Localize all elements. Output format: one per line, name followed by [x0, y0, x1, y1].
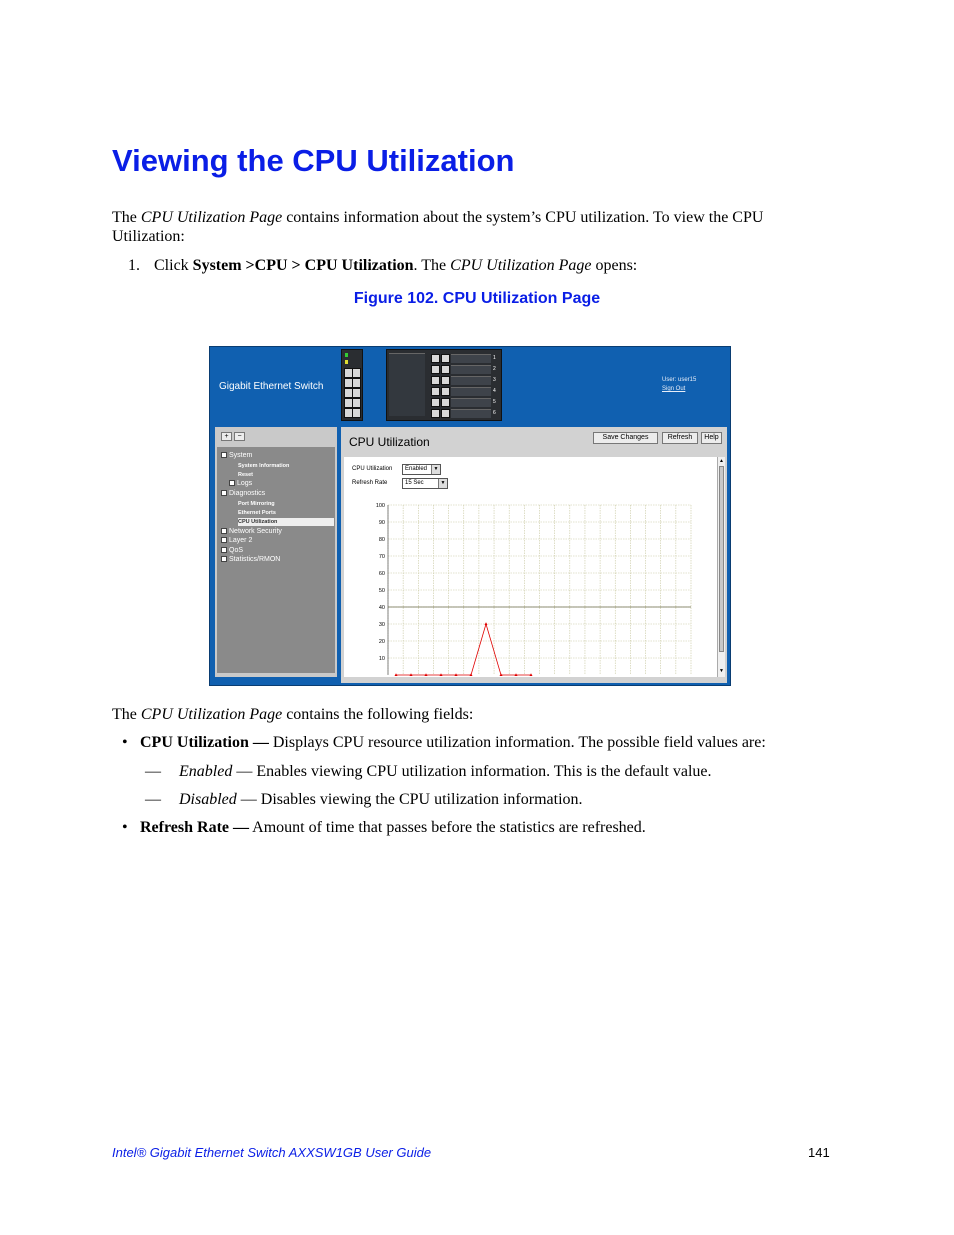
chevron-down-icon: ▼	[438, 479, 447, 488]
nav-item-ethernet-ports[interactable]: Ethernet Ports	[238, 510, 276, 516]
page-number: 141	[808, 1145, 830, 1160]
plus-box-icon	[221, 537, 227, 543]
bullet-refresh-rate: • Refresh Rate — Amount of time that passes before the statistics are refreshed.	[122, 819, 646, 836]
nav-item-port-mirroring[interactable]: Port Mirroring	[238, 501, 275, 507]
sub-bullet-enabled: — Enabled — Enables viewing CPU utilization information. This is the default value.	[145, 763, 712, 780]
data-point	[500, 673, 503, 676]
scroll-down-icon[interactable]: ▼	[719, 668, 724, 674]
help-button[interactable]: Help	[701, 432, 722, 444]
nav-item-statistics-rmon[interactable]: Statistics/RMON	[221, 556, 280, 564]
bullet-icon: •	[122, 734, 128, 751]
slot-numbers: 1 2 3 4 5 6	[493, 355, 496, 416]
step-1: 1. Click System >CPU > CPU Utilization. The CPU Utilization Page opens:	[128, 257, 638, 274]
user-info	[662, 376, 696, 394]
plus-box-icon	[221, 556, 227, 562]
data-point	[470, 673, 473, 676]
cpu-utilization-select[interactable]: Enabled ▼	[402, 464, 441, 475]
data-point	[410, 673, 413, 676]
data-point	[455, 673, 458, 676]
content-panel	[341, 427, 727, 683]
y-tick-label: 60	[378, 571, 385, 577]
data-point	[395, 673, 398, 676]
data-point	[530, 673, 533, 676]
y-tick-label: 70	[378, 554, 385, 560]
y-tick-label: 50	[378, 588, 385, 594]
nav-item-reset[interactable]: Reset	[238, 472, 253, 478]
sub-bullet-disabled: — Disabled — Disables viewing the CPU utilization information.	[145, 791, 583, 808]
page-title: Viewing the CPU Utilization	[112, 143, 515, 178]
plus-box-icon	[221, 528, 227, 534]
ui-screenshot	[209, 346, 731, 686]
cpu-utilization-label: CPU Utilization	[352, 466, 393, 472]
fields-intro: The CPU Utilization Page contains the following fields:	[112, 706, 474, 723]
nav-item-qos[interactable]: QoS	[221, 547, 243, 555]
nav-item-diagnostics[interactable]: Diagnostics	[221, 490, 265, 498]
footer-guide-title: Intel® Gigabit Ethernet Switch AXXSW1GB User Guide	[112, 1145, 432, 1160]
dash-icon: —	[145, 763, 161, 780]
intro-paragraph: The CPU Utilization Page contains information about the system’s CPU utilization. To view the CPU Utilization:	[112, 209, 764, 245]
nav-item-network-security[interactable]: Network Security	[221, 528, 282, 536]
scrollbar-thumb[interactable]	[719, 466, 724, 652]
data-point	[515, 673, 518, 676]
vertical-scrollbar[interactable]	[717, 457, 725, 677]
expand-all-button[interactable]: +	[221, 432, 232, 441]
content-title: CPU Utilization	[349, 435, 430, 449]
nav-tree	[217, 447, 335, 673]
chevron-down-icon: ▼	[431, 465, 440, 474]
switch-module-image	[341, 349, 363, 421]
nav-item-layer-2[interactable]: Layer 2	[221, 537, 252, 545]
nav-item-cpu-utilization[interactable]: CPU Utilization	[238, 518, 334, 526]
bullet-icon: •	[122, 819, 128, 836]
switch-title: Gigabit Ethernet Switch	[219, 381, 324, 392]
plus-box-icon	[229, 480, 235, 486]
collapse-all-button[interactable]: −	[234, 432, 245, 441]
dash-icon: —	[145, 791, 161, 808]
cpu-utilization-chart	[344, 497, 717, 677]
save-changes-button[interactable]: Save Changes	[593, 432, 658, 444]
y-tick-label: 10	[378, 656, 385, 662]
chassis-image	[386, 349, 502, 421]
refresh-rate-select[interactable]: 15 Sec ▼	[402, 478, 448, 489]
data-point	[425, 673, 428, 676]
refresh-button[interactable]: Refresh	[662, 432, 698, 444]
nav-panel	[215, 427, 337, 677]
series-line	[396, 624, 531, 675]
minus-box-icon	[221, 490, 227, 496]
y-tick-label: 90	[378, 520, 385, 526]
y-tick-label: 30	[378, 622, 385, 628]
y-tick-label: 80	[378, 537, 385, 543]
user-label: User: user15	[662, 377, 697, 383]
plus-box-icon	[221, 547, 227, 553]
nav-item-system-information[interactable]: System Information	[238, 463, 290, 469]
refresh-rate-label: Refresh Rate	[352, 480, 388, 486]
data-point	[440, 673, 443, 676]
y-tick-label: 40	[378, 605, 385, 611]
bullet-cpu-utilization: • CPU Utilization — Displays CPU resource utilization information. The possible field values are:	[122, 734, 766, 751]
figure-caption: Figure 102. CPU Utilization Page	[353, 290, 601, 307]
minus-box-icon	[221, 452, 227, 458]
scroll-up-icon[interactable]: ▲	[719, 458, 724, 464]
nav-item-logs[interactable]: Logs	[229, 480, 252, 488]
y-tick-label: 20	[378, 639, 385, 645]
nav-item-system[interactable]: System	[221, 452, 252, 460]
sign-out-link[interactable]: Sign Out	[662, 386, 686, 392]
data-point	[485, 622, 488, 625]
y-tick-label: 100	[375, 503, 385, 509]
content-body	[344, 457, 717, 677]
